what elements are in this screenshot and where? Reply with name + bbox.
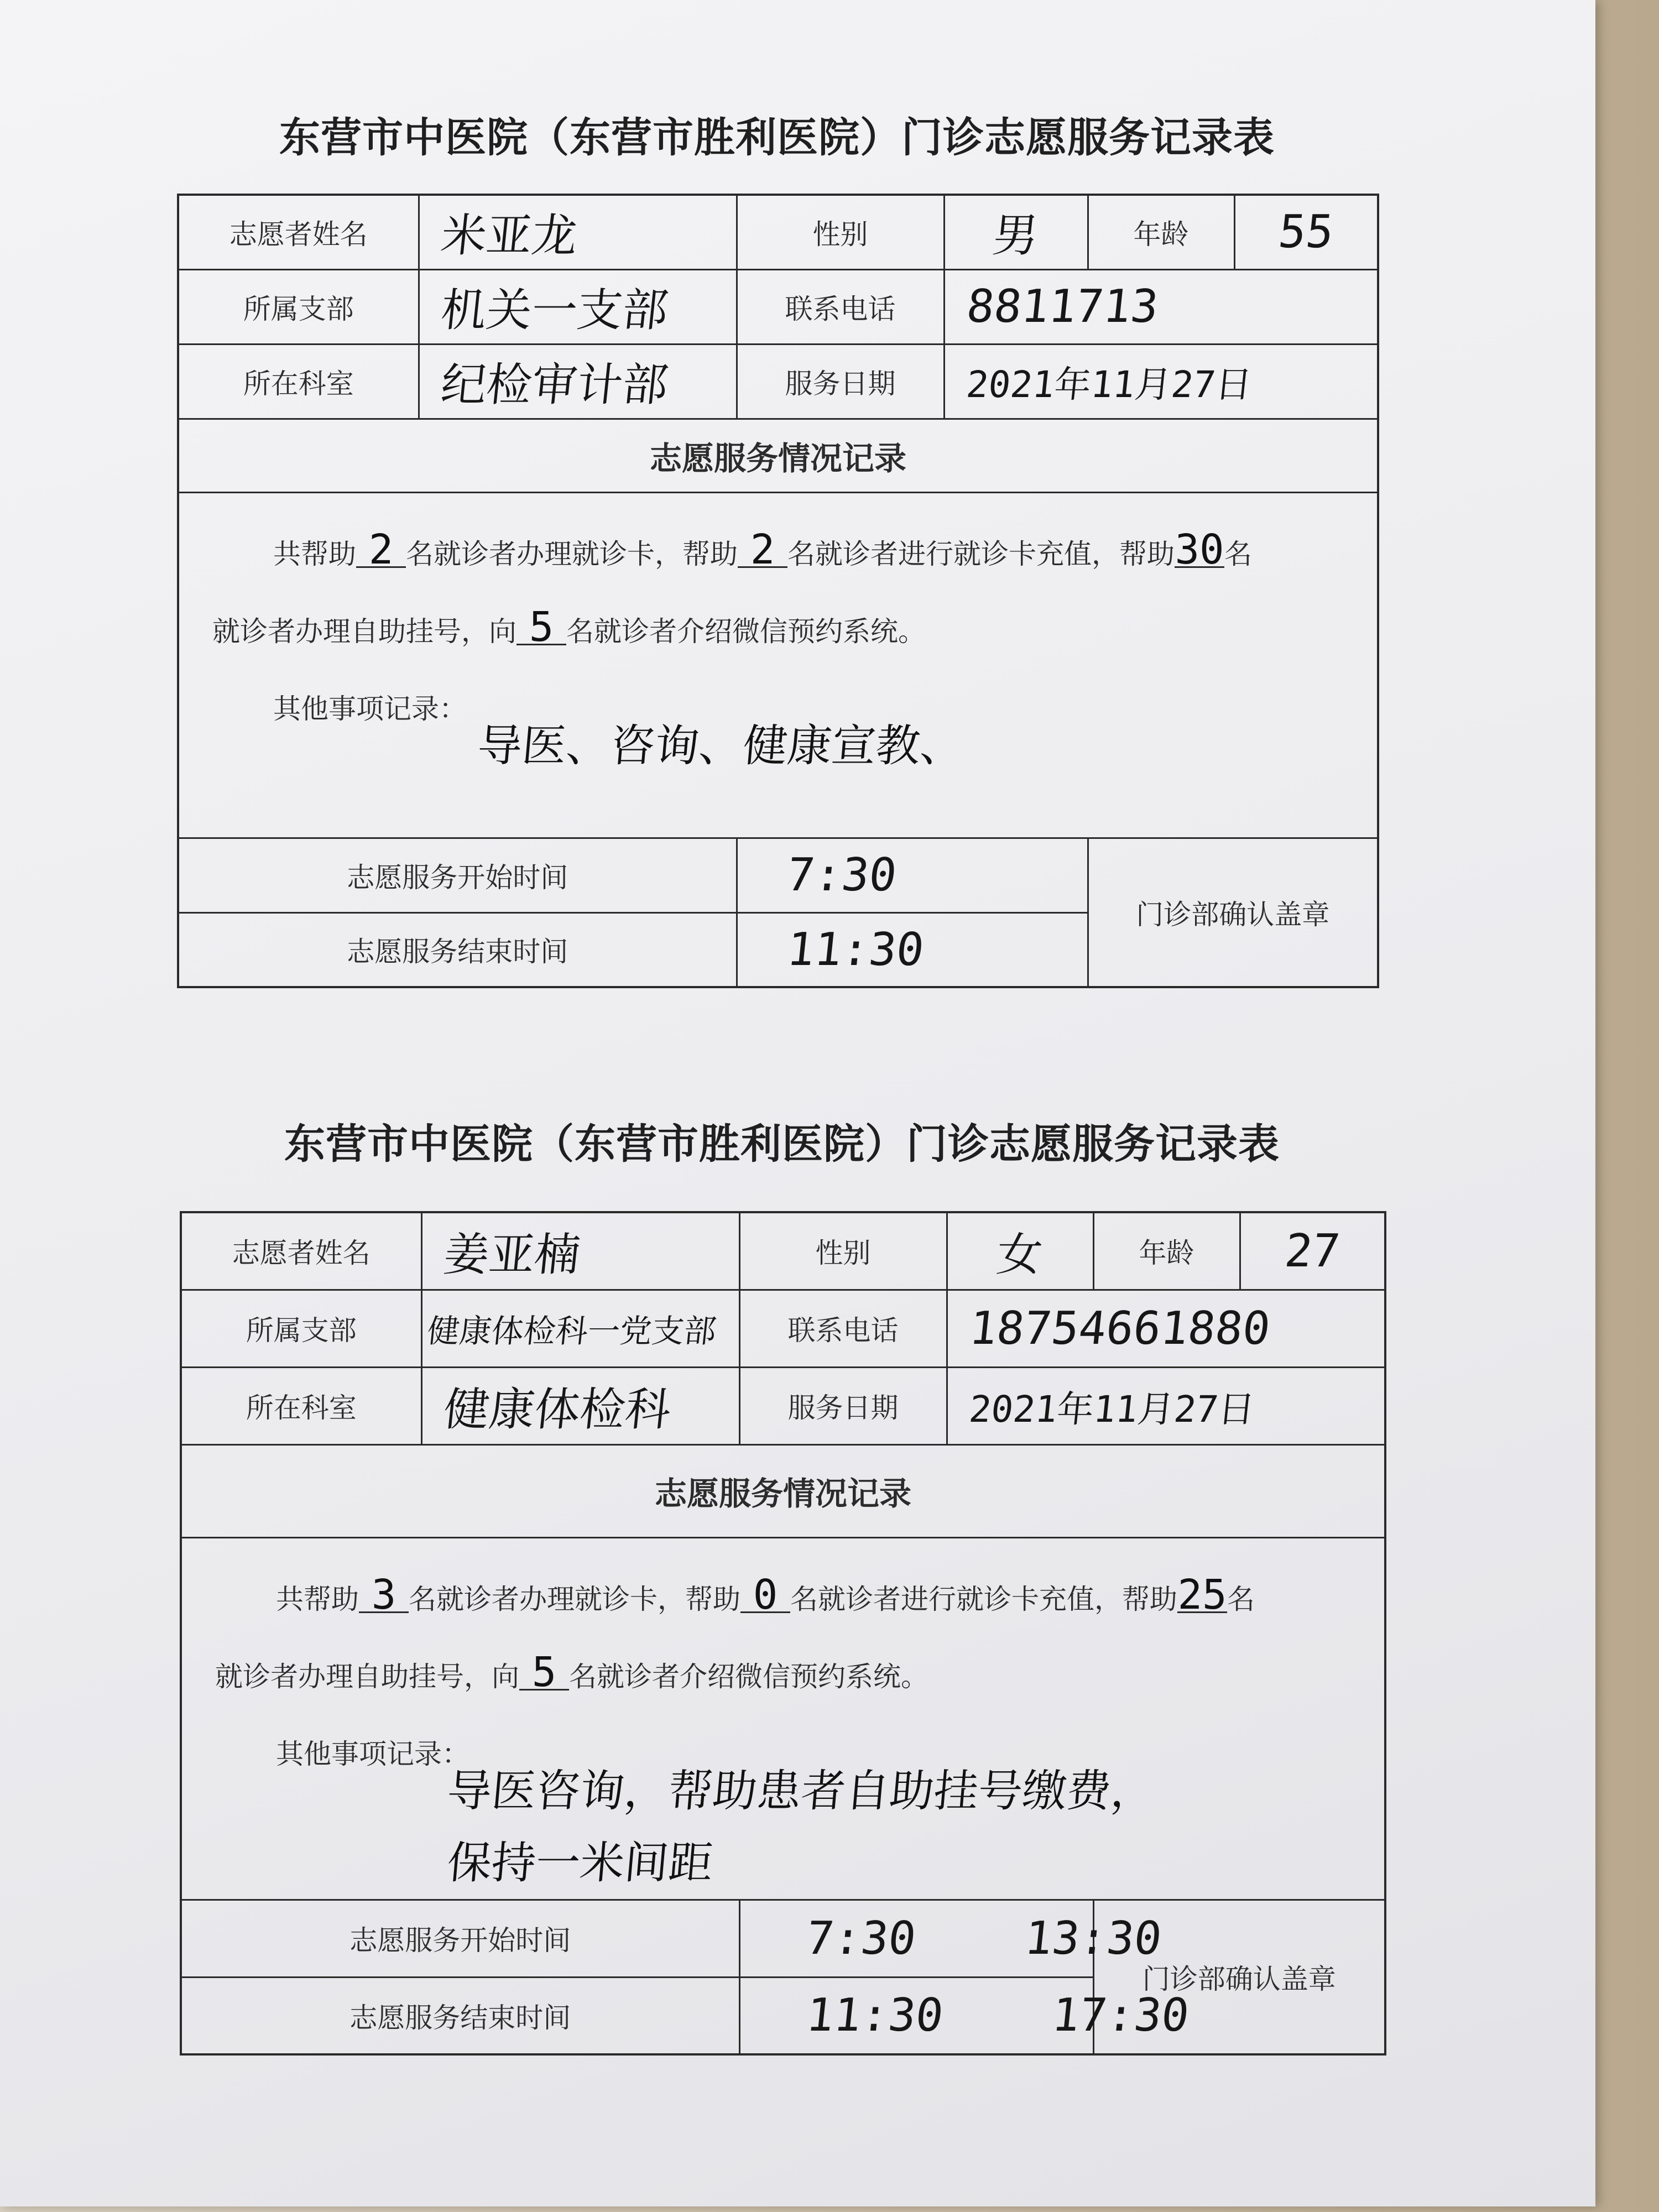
section-heading: 志愿服务情况记录 <box>178 419 1378 492</box>
stamp-label: 门诊部确认盖章 <box>1093 1900 1385 2054</box>
summary-text: 名 <box>1227 1583 1255 1615</box>
section-heading: 志愿服务情况记录 <box>181 1444 1385 1537</box>
gender-value: 女 <box>943 1212 1098 1290</box>
cards-issued-count: 2 <box>356 533 406 568</box>
self-registration-count: 30 <box>1175 525 1224 573</box>
wechat-intro-count: 5 <box>519 1656 569 1691</box>
stamp-label: 门诊部确认盖章 <box>1088 838 1378 987</box>
other-notes-text-2: 保持一米间距 <box>445 1837 716 1888</box>
end-time-value: 11:30 17:30 <box>735 1977 1098 2054</box>
other-notes <box>212 670 1344 782</box>
dept-label: 所在科室 <box>181 1367 421 1444</box>
record-table <box>180 1211 1386 2056</box>
other-notes <box>215 1715 1351 1899</box>
summary-text: 就诊者办理自助挂号，向 <box>215 1660 519 1693</box>
date-value: 2021年11月27日 <box>943 1367 1390 1444</box>
cards-recharged-count: 2 <box>738 533 787 568</box>
summary-text: 名就诊者进行就诊卡充值，帮助 <box>790 1583 1177 1615</box>
summary-text: 名就诊者介绍微信预约系统。 <box>566 615 926 648</box>
summary-text: 名 <box>1224 538 1252 570</box>
summary-line-1 <box>212 515 1344 593</box>
name-label: 志愿者姓名 <box>181 1212 421 1290</box>
age-value: 55 <box>1230 195 1382 269</box>
summary-line-2 <box>215 1638 1351 1715</box>
summary-text: 名就诊者办理就诊卡，帮助 <box>406 538 738 570</box>
service-summary <box>178 492 1378 838</box>
age-label: 年龄 <box>1088 195 1234 269</box>
date-label: 服务日期 <box>739 1367 947 1444</box>
start-time-label: 志愿服务开始时间 <box>178 838 737 912</box>
other-notes-label: 其他事项记录： <box>276 1738 469 1770</box>
phone-value: 8811713 <box>940 269 1382 344</box>
branch-value: 健康体检科一党支部 <box>418 1290 744 1367</box>
summary-text: 共帮助 <box>276 1583 359 1615</box>
phone-label: 联系电话 <box>737 269 944 344</box>
phone-label: 联系电话 <box>739 1290 947 1367</box>
start-time-value: 7:30 13:30 <box>735 1900 1098 1977</box>
summary-text: 名就诊者介绍微信预约系统。 <box>569 1660 928 1693</box>
name-value: 米亚龙 <box>415 195 740 269</box>
self-registration-count: 25 <box>1177 1571 1227 1619</box>
end-time-label: 志愿服务结束时间 <box>181 1977 739 2054</box>
end-time-label: 志愿服务结束时间 <box>178 912 737 987</box>
date-label: 服务日期 <box>737 344 944 419</box>
branch-label: 所属支部 <box>181 1290 421 1367</box>
date-value: 2021年11月27日 <box>940 344 1382 419</box>
gender-label: 性别 <box>737 195 944 269</box>
summary-line-1 <box>215 1561 1351 1638</box>
start-time-label: 志愿服务开始时间 <box>181 1900 739 1977</box>
age-value: 27 <box>1236 1212 1390 1290</box>
phone-value: 18754661880 <box>943 1290 1390 1367</box>
cards-issued-count: 3 <box>359 1578 409 1613</box>
form-title: 东营市中医院（东营市胜利医院）门诊志愿服务记录表 <box>279 114 1275 161</box>
form-title: 东营市中医院（东营市胜利医院）门诊志愿服务记录表 <box>284 1120 1280 1168</box>
start-time-value: 7:30 <box>733 838 1092 912</box>
summary-text: 就诊者办理自助挂号，向 <box>212 615 517 648</box>
dept-value: 纪检审计部 <box>415 344 740 419</box>
wechat-intro-count: 5 <box>517 611 566 645</box>
summary-text: 名就诊者办理就诊卡，帮助 <box>409 1583 740 1615</box>
dept-value: 健康体检科 <box>418 1367 744 1444</box>
end-time-value: 11:30 <box>733 912 1092 987</box>
gender-label: 性别 <box>739 1212 947 1290</box>
record-table <box>177 194 1379 988</box>
cards-recharged-count: 0 <box>740 1578 790 1613</box>
branch-value: 机关一支部 <box>415 269 740 344</box>
name-label: 志愿者姓名 <box>178 195 419 269</box>
branch-label: 所属支部 <box>178 269 419 344</box>
other-notes-text: 导医咨询，帮助患者自助挂号缴费， <box>445 1765 1158 1817</box>
summary-line-2 <box>212 593 1344 670</box>
gender-value: 男 <box>940 195 1092 269</box>
name-value: 姜亚楠 <box>418 1212 744 1290</box>
age-label: 年龄 <box>1093 1212 1240 1290</box>
dept-label: 所在科室 <box>178 344 419 419</box>
service-summary <box>181 1537 1385 1900</box>
other-notes-label: 其他事项记录： <box>273 692 467 725</box>
summary-text: 共帮助 <box>273 538 356 570</box>
other-notes-text: 导医、咨询、健康宣教、 <box>475 719 967 771</box>
summary-text: 名就诊者进行就诊卡充值，帮助 <box>787 538 1175 570</box>
